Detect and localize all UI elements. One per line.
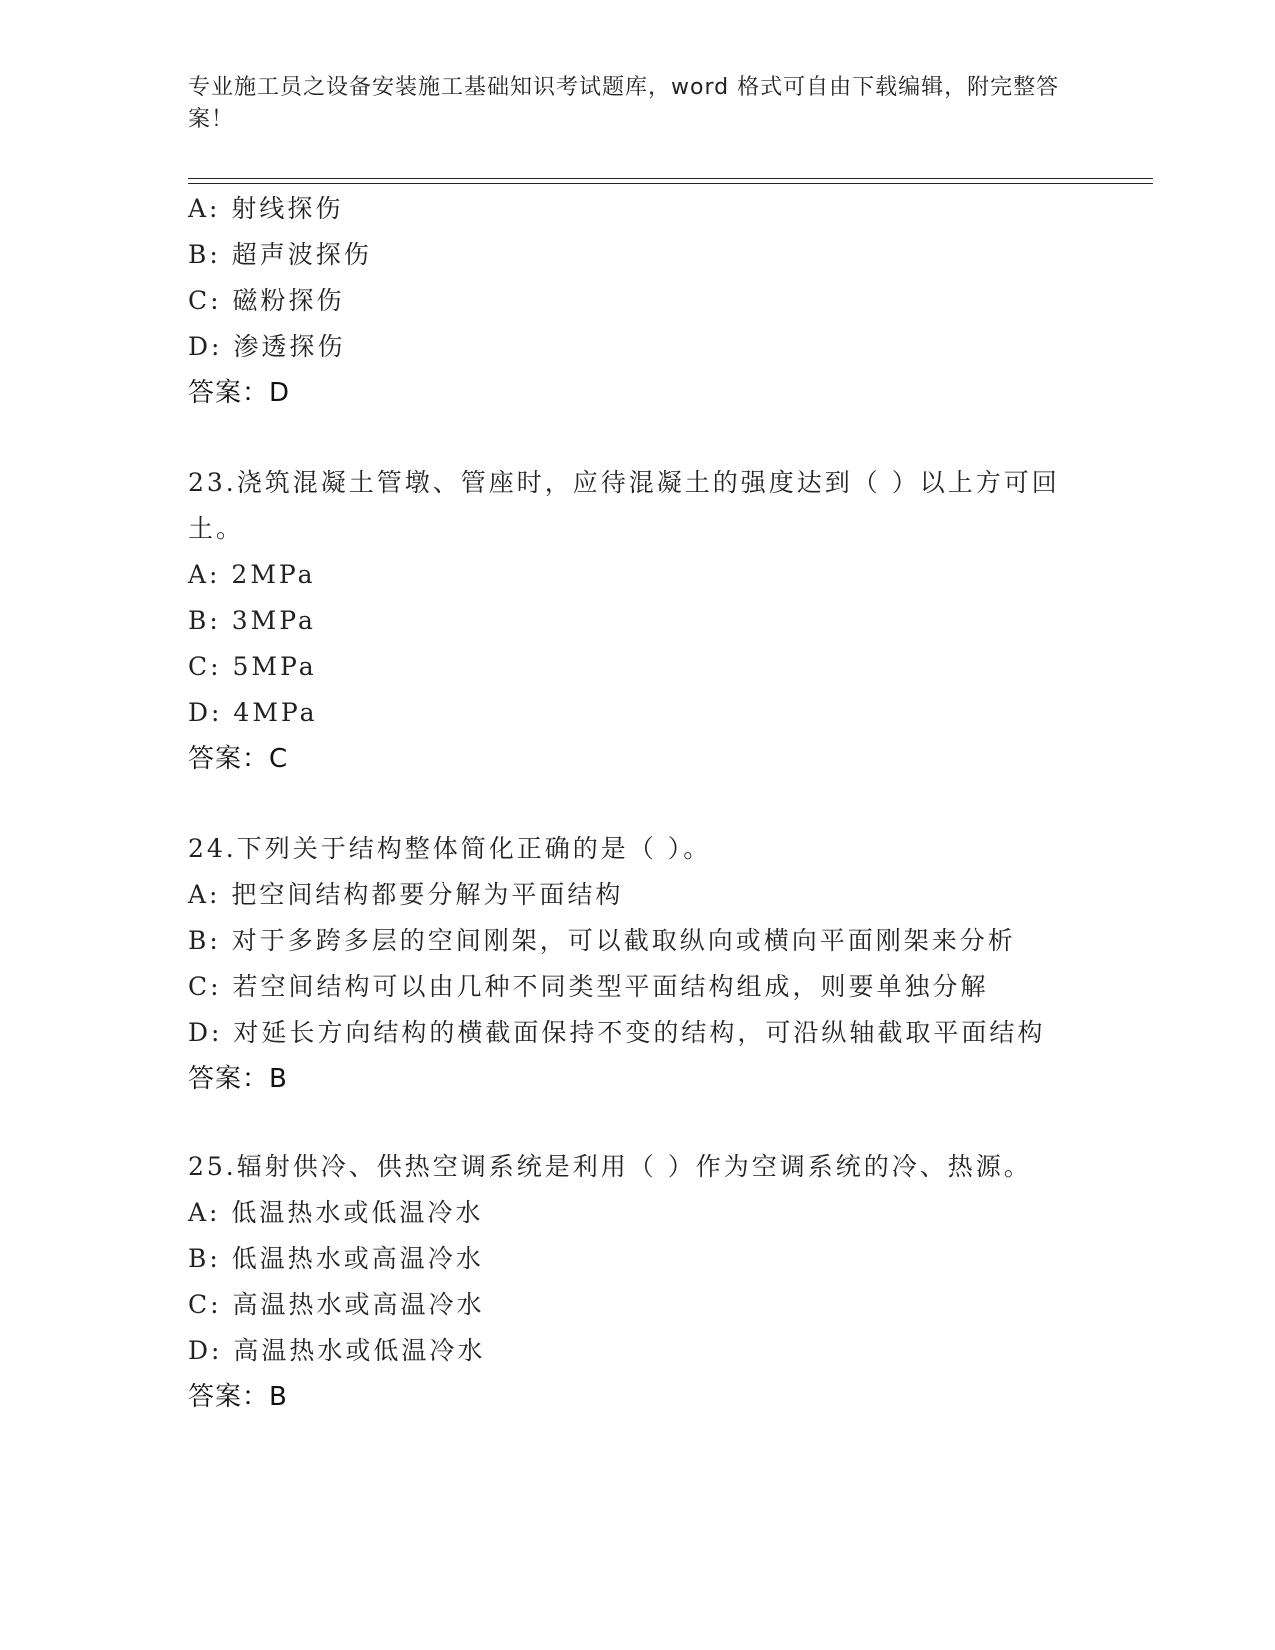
question-stem: 23.浇筑混凝土管墩、管座时，应待混凝土的强度达到（ ）以上方可回土。 [188,468,1060,543]
option-b: B: 超声波探伤 [188,240,372,269]
question-24 [188,826,1148,1102]
option-d: D: 高温热水或低温冷水 [188,1336,486,1365]
option-d: D: 对延长方向结构的横截面保持不变的结构，可沿纵轴截取平面结构 [188,1018,1046,1047]
answer: 答案：D [188,378,291,408]
question-stem: 24.下列关于结构整体简化正确的是（ ）。 [188,834,712,863]
question-25 [188,1144,1148,1420]
question-stem: 25.辐射供冷、供热空调系统是利用（ ）作为空调系统的冷、热源。 [188,1152,1032,1181]
answer: 答案：C [188,744,289,774]
option-c: C: 若空间结构可以由几种不同类型平面结构组成，则要单独分解 [188,972,989,1001]
question-22 [188,186,1148,416]
option-c: C: 磁粉探伤 [188,286,345,315]
header-divider-bottom [188,183,1153,184]
option-a: A: 低温热水或低温冷水 [188,1198,484,1227]
option-a: A: 把空间结构都要分解为平面结构 [188,880,624,909]
option-b: B: 3MPa [188,606,316,635]
option-c: C: 高温热水或高温冷水 [188,1290,485,1319]
header-divider-top [188,178,1153,179]
question-23 [188,460,1148,782]
option-d: D: 渗透探伤 [188,332,346,361]
document-header [188,72,1068,136]
answer: 答案：B [188,1064,288,1094]
answer: 答案：B [188,1382,288,1412]
option-c: C: 5MPa [188,652,317,681]
option-b: B: 低温热水或高温冷水 [188,1244,484,1273]
option-a: A: 射线探伤 [188,194,344,223]
option-b: B: 对于多跨多层的空间刚架，可以截取纵向或横向平面刚架来分析 [188,926,1016,955]
option-d: D: 4MPa [188,698,318,727]
header-text: 专业施工员之设备安装施工基础知识考试题库，word 格式可自由下载编辑，附完整答案！ [188,75,1060,132]
option-a: A: 2MPa [188,560,316,589]
